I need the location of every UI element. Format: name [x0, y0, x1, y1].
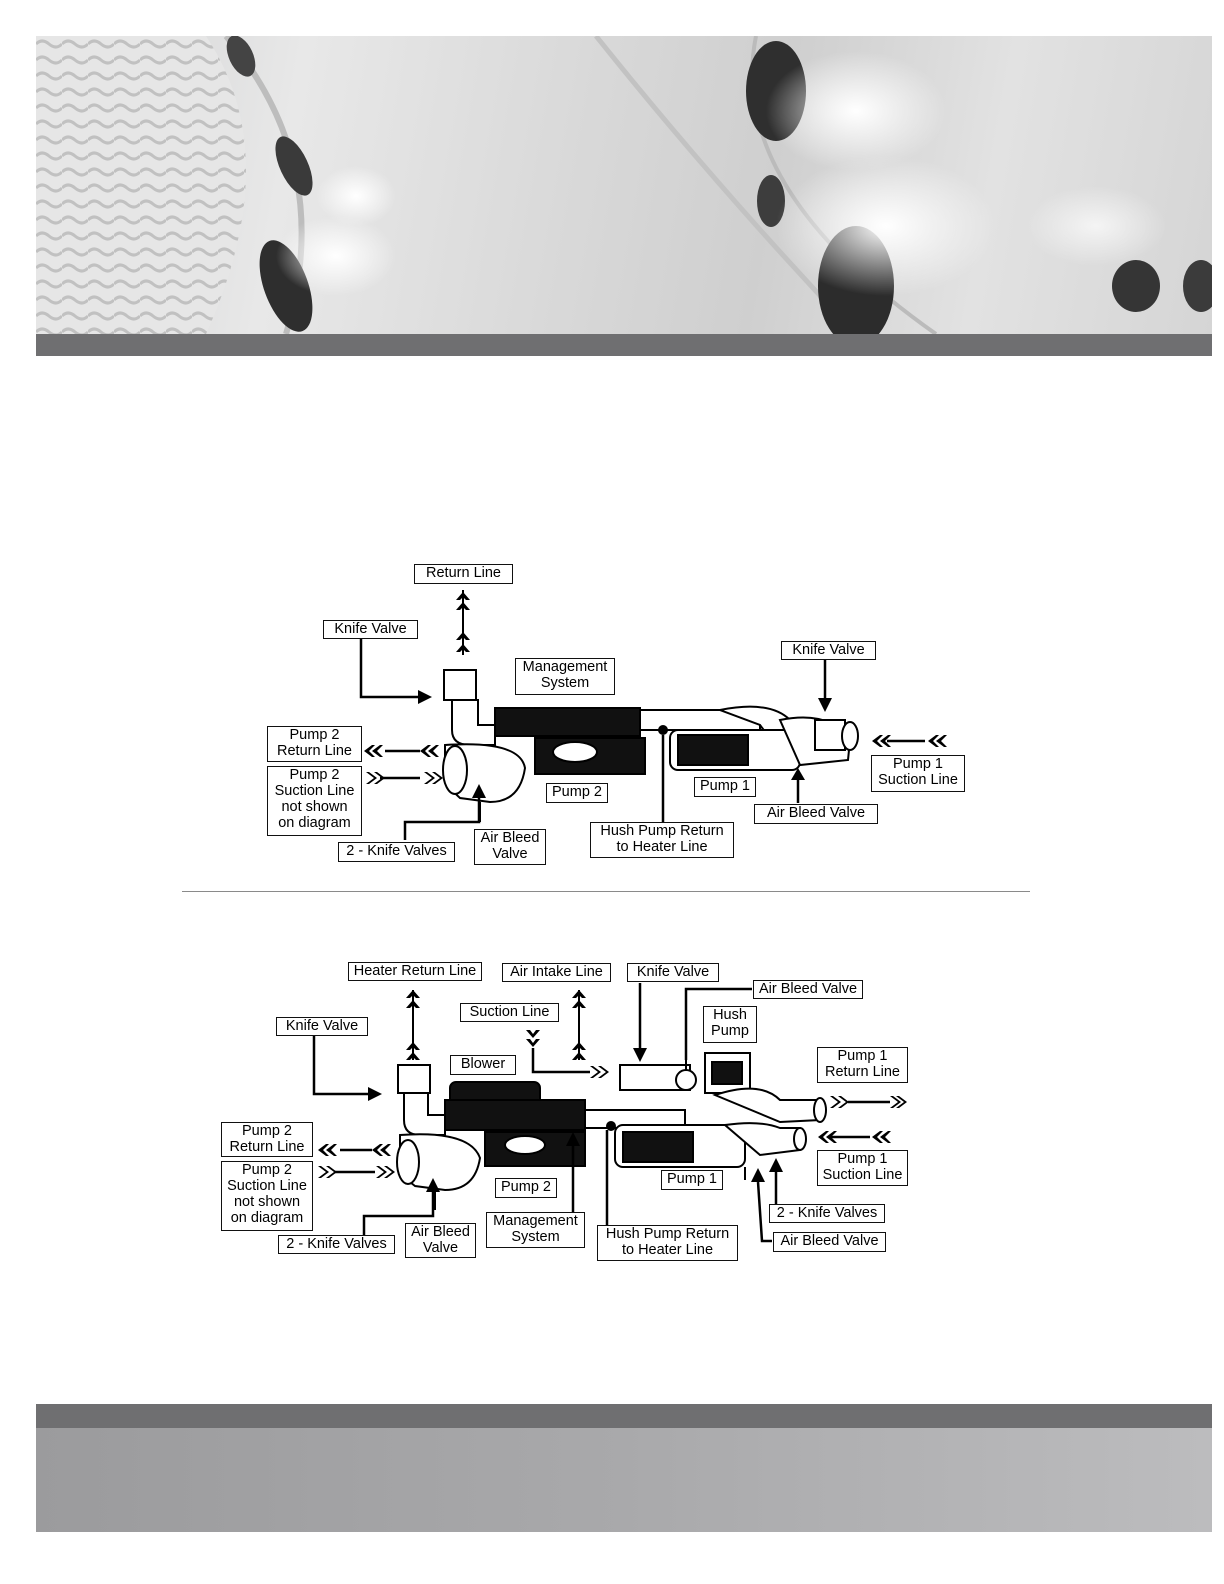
- label-pump2: Pump 2: [546, 783, 608, 803]
- label-pump1: Pump 1: [661, 1170, 723, 1190]
- plumbing-diagram-2: [0, 950, 1224, 1280]
- label-heater-return-line: Heater Return Line: [348, 962, 482, 981]
- label-2-knife-valves-left: 2 - Knife Valves: [278, 1235, 395, 1254]
- label-suction-line: Suction Line: [460, 1003, 559, 1022]
- label-pump1: Pump 1: [694, 777, 756, 797]
- label-knife-valve-left: Knife Valve: [323, 620, 418, 639]
- label-pump2-return-line: Pump 2 Return Line: [267, 726, 362, 762]
- label-pump2-return-line: Pump 2 Return Line: [221, 1122, 313, 1157]
- label-management-system: Management System: [486, 1212, 585, 1248]
- label-pump2-suction-line: Pump 2 Suction Line not shown on diagram: [221, 1161, 313, 1231]
- label-2-knife-valves: 2 - Knife Valves: [338, 842, 455, 862]
- label-hush-pump: Hush Pump: [703, 1006, 757, 1043]
- label-knife-valve-top: Knife Valve: [627, 963, 719, 982]
- label-pump1-suction-line: Pump 1 Suction Line: [871, 755, 965, 792]
- label-return-line: Return Line: [414, 564, 513, 584]
- label-air-intake-line: Air Intake Line: [502, 963, 611, 982]
- label-management-system: Management System: [515, 658, 615, 695]
- label-hush-pump-return: Hush Pump Return to Heater Line: [597, 1225, 738, 1261]
- label-air-bleed-valve-left: Air Bleed Valve: [405, 1223, 476, 1258]
- label-air-bleed-valve-left: Air Bleed Valve: [474, 829, 546, 865]
- label-air-bleed-valve-right: Air Bleed Valve: [754, 804, 878, 824]
- label-hush-pump-return: Hush Pump Return to Heater Line: [590, 822, 734, 858]
- diagram-separator: [182, 891, 1030, 892]
- footer-panel: [36, 1428, 1212, 1532]
- label-2-knife-valves-right: 2 - Knife Valves: [769, 1204, 885, 1223]
- footer-band: [36, 1404, 1212, 1428]
- label-air-bleed-valve-top: Air Bleed Valve: [753, 980, 863, 999]
- plumbing-diagram-1: [0, 540, 1224, 880]
- label-blower: Blower: [450, 1055, 516, 1075]
- label-pump2-suction-line: Pump 2 Suction Line not shown on diagram: [267, 766, 362, 836]
- label-knife-valve-left: Knife Valve: [276, 1017, 368, 1036]
- header-photo: [36, 36, 1212, 334]
- label-pump2: Pump 2: [495, 1178, 557, 1198]
- label-knife-valve-right: Knife Valve: [781, 641, 876, 660]
- label-pump1-return-line: Pump 1 Return Line: [817, 1047, 908, 1083]
- label-pump1-suction-line: Pump 1 Suction Line: [817, 1150, 908, 1186]
- header-band: [36, 334, 1212, 356]
- label-air-bleed-valve-bottom: Air Bleed Valve: [773, 1232, 886, 1252]
